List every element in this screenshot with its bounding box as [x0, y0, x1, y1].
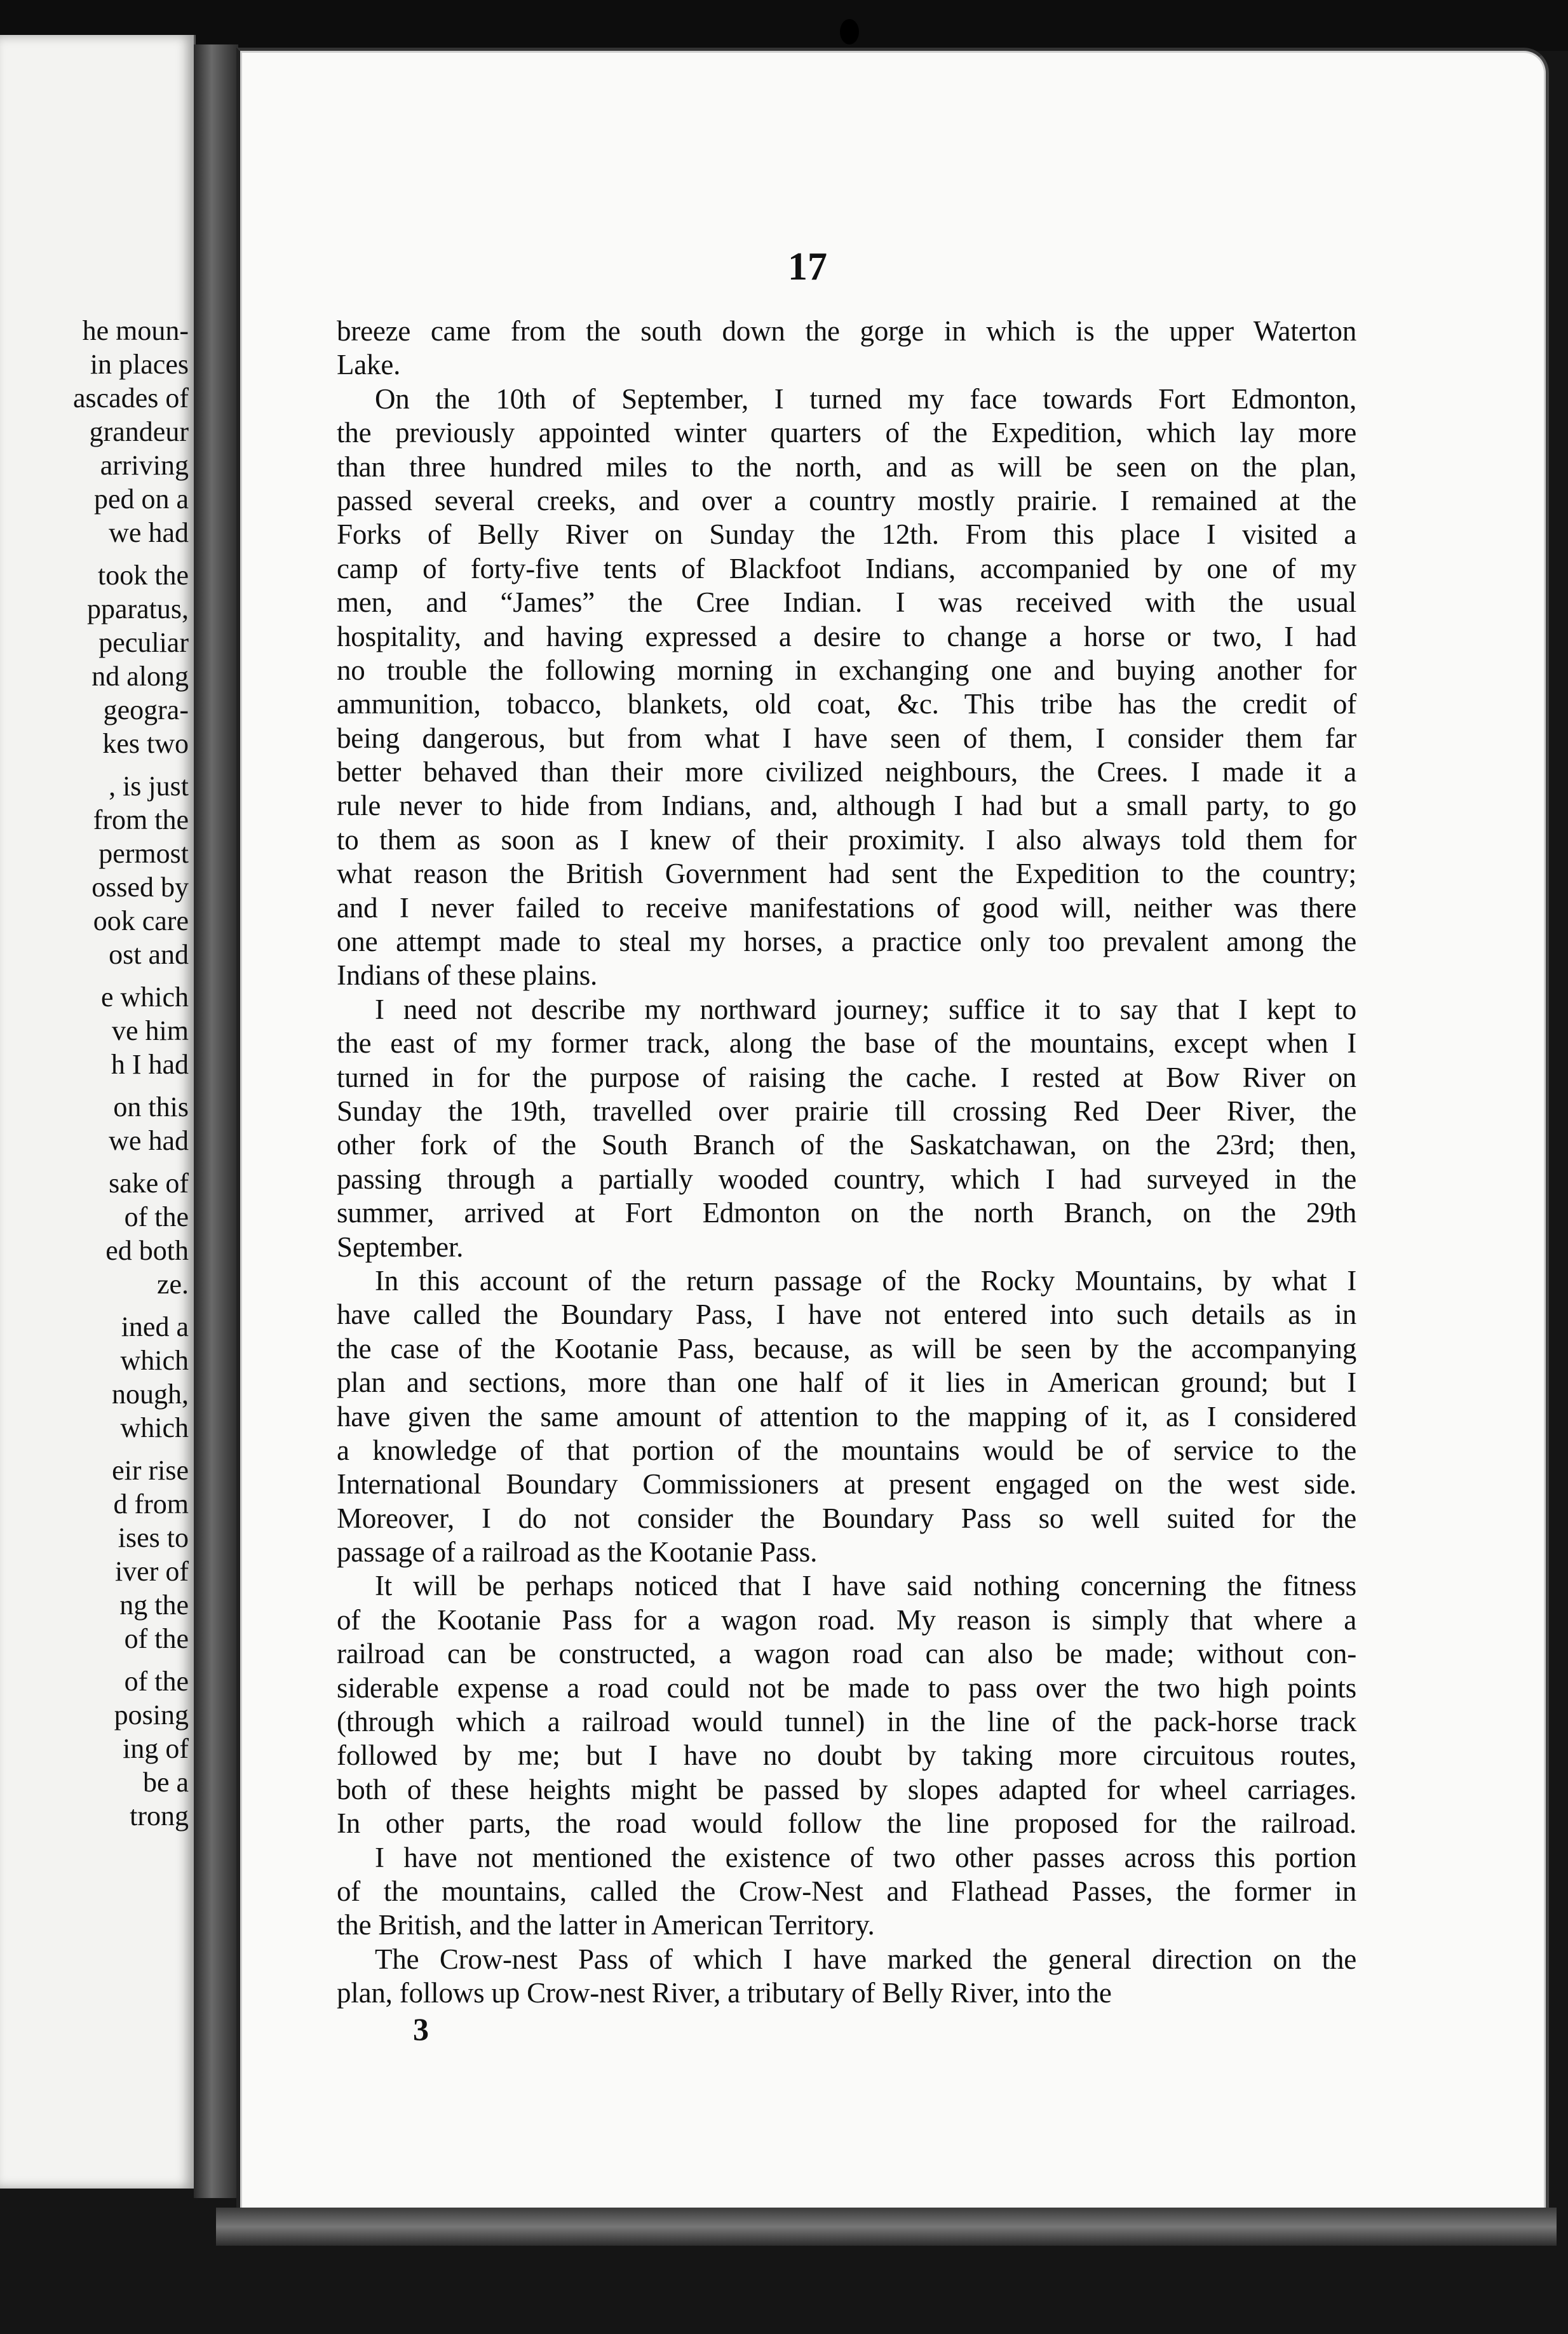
- text-line: (through which a railroad would tunnel) in the line of the pack-horse track: [337, 1706, 1356, 1738]
- facing-page-line: we had: [109, 517, 189, 548]
- page-number: 17: [788, 245, 827, 288]
- facing-page-line: be a: [142, 1767, 189, 1798]
- facing-page-line: h I had: [111, 1049, 189, 1080]
- text-line: Sunday the 19th, travelled over prairie till crossing Red Deer River, the: [337, 1095, 1356, 1127]
- text-line: men, and “James” the Cree Indian. I was received with the usual: [337, 586, 1356, 619]
- text-line: hospitality, and having expressed a desire to change a horse or two, I had: [337, 620, 1356, 652]
- facing-page-line: ook care: [93, 905, 189, 936]
- facing-page-line: iver of: [114, 1556, 189, 1587]
- text-line: Indians of these plains.: [337, 959, 598, 992]
- text-line: being dangerous, but from what I have seen of them, I consider them far: [337, 722, 1356, 754]
- facing-page-line: , is just: [109, 771, 189, 802]
- text-line: the British, and the latter in American Territory.: [337, 1909, 875, 1941]
- text-line: one attempt made to steal my horses, a practice only too prevalent among the: [337, 926, 1356, 958]
- facing-page-line: from the: [93, 804, 189, 835]
- signature-mark: 3: [413, 2011, 429, 2047]
- facing-page-line: e which: [100, 981, 189, 1013]
- binding-mark: [840, 19, 859, 44]
- text-line: plan, follows up Crow-nest River, a tributary of Belly River, into the: [337, 1977, 1112, 2009]
- text-line: I have not mentioned the existence of two other passes across this portion: [375, 1841, 1356, 1873]
- facing-page-line: in places: [90, 349, 189, 380]
- text-line: both of these heights might be passed by slopes adapted for wheel carriages.: [337, 1773, 1356, 1805]
- facing-page-line: which: [120, 1412, 189, 1443]
- text-line: the east of my former track, along the base of the mountains, except when I: [337, 1027, 1356, 1060]
- facing-page-line: ze.: [156, 1269, 189, 1300]
- facing-page-line: trong: [130, 1800, 189, 1831]
- text-line: breeze came from the south down the gorge in which is the upper Waterton: [337, 315, 1356, 347]
- facing-page-line: sake of: [109, 1168, 189, 1199]
- text-line: than three hundred miles to the north, and as will be seen on the plan,: [337, 450, 1356, 483]
- text-line: to them as soon as I knew of their proximity. I also always told them for: [337, 823, 1356, 856]
- text-line: In this account of the return passage of the Rocky Mountains, by what I: [375, 1264, 1356, 1297]
- text-line: plan and sections, more than one half of it lies in American ground; but I: [337, 1366, 1356, 1399]
- facing-page-line: ng the: [119, 1589, 189, 1621]
- text-line: a knowledge of that portion of the mountains would be of service to the: [337, 1434, 1356, 1466]
- facing-page-line: ve him: [112, 1015, 189, 1046]
- facing-page-line: ed both: [105, 1235, 189, 1266]
- facing-page-line: posing: [114, 1699, 189, 1730]
- text-line: followed by me; but I have no doubt by taking more circuitous routes,: [337, 1739, 1356, 1772]
- text-line: turned in for the purpose of raising the cache. I rested at Bow River on: [337, 1061, 1356, 1093]
- scan-border: [0, 0, 1568, 51]
- text-line: Moreover, I do not consider the Boundary Pass so well suited for the: [337, 1502, 1356, 1534]
- facing-page-line: which: [120, 1345, 189, 1376]
- text-line: better behaved than their more civilized neighbours, the Crees. I made it a: [337, 756, 1356, 788]
- text-line: passage of a railroad as the Kootanie Pass.: [337, 1536, 818, 1568]
- text-line: the case of the Kootanie Pass, because, as will be seen by the accompanying: [337, 1332, 1356, 1365]
- text-line: I need not describe my northward journey; suffice it to say that I kept to: [375, 993, 1356, 1025]
- facing-page-line: pparatus,: [86, 593, 189, 624]
- text-line: ammunition, tobacco, blankets, old coat, &c. This tribe has the credit of: [337, 688, 1356, 720]
- facing-page-line: ascades of: [72, 382, 189, 414]
- facing-page-line: kes two: [102, 728, 189, 759]
- text-line: In other parts, the road would follow the line proposed for the railroad.: [337, 1807, 1356, 1840]
- facing-page-fragment: [0, 35, 196, 2189]
- facing-page-line: ossed by: [91, 872, 189, 903]
- facing-page-line: ined a: [121, 1311, 189, 1342]
- facing-page-line: ped on a: [93, 483, 189, 515]
- facing-page-line: nd along: [91, 661, 189, 692]
- facing-page-line: on this: [113, 1091, 189, 1123]
- book-gutter: [194, 44, 238, 2198]
- text-line: railroad can be constructed, a wagon road can also be made; without con-: [337, 1638, 1356, 1670]
- text-line: have called the Boundary Pass, I have not entered into such details as in: [337, 1299, 1356, 1331]
- text-line: of the Kootanie Pass for a wagon road. My reason is simply that where a: [337, 1603, 1356, 1636]
- text-line: Lake.: [337, 349, 401, 381]
- text-line: and I never failed to receive manifestations of good will, neither was there: [337, 891, 1356, 924]
- text-line: International Boundary Commissioners at present engaged on the west side.: [337, 1468, 1356, 1501]
- facing-page-line: arriving: [100, 450, 189, 481]
- facing-page-line: geogra-: [103, 694, 189, 725]
- text-line: rule never to hide from Indians, and, although I had but a small party, to go: [337, 790, 1356, 822]
- text-line: On the 10th of September, I turned my face towards Fort Edmonton,: [375, 382, 1356, 415]
- facing-page-line: of the: [124, 1623, 189, 1654]
- text-line: It will be perhaps noticed that I have said nothing concerning the fitness: [375, 1570, 1356, 1602]
- text-line: September.: [337, 1231, 464, 1263]
- text-line: what reason the British Government had sent the Expedition to the country;: [337, 858, 1356, 890]
- text-line: camp of forty-five tents of Blackfoot Indians, accompanied by one of my: [337, 552, 1356, 584]
- text-line: summer, arrived at Fort Edmonton on the north Branch, on the 29th: [337, 1197, 1356, 1229]
- text-line: siderable expense a road could not be made to pass over the two high points: [337, 1671, 1356, 1704]
- facing-page-line: ing of: [123, 1733, 189, 1764]
- facing-page-line: ises to: [118, 1522, 189, 1553]
- facing-page-line: d from: [113, 1488, 189, 1520]
- body-text: [337, 314, 1356, 2011]
- facing-page-line: grandeur: [89, 416, 189, 447]
- text-line: other fork of the South Branch of the Saskatchawan, on the 23rd; then,: [337, 1129, 1356, 1161]
- facing-page-line: ost and: [109, 939, 189, 970]
- text-line: passed several creeks, and over a country mostly prairie. I remained at the: [337, 484, 1356, 516]
- text-line: The Crow-nest Pass of which I have marked the general direction on the: [375, 1943, 1356, 1975]
- text-line: no trouble the following morning in exchanging one and buying another for: [337, 654, 1356, 686]
- text-line: of the mountains, called the Crow-Nest and Flathead Passes, the former in: [337, 1875, 1356, 1907]
- page-bottom-edge: [216, 2208, 1557, 2246]
- facing-page-line: he moun-: [82, 315, 189, 346]
- text-line: passing through a partially wooded country, which I had surveyed in the: [337, 1163, 1356, 1195]
- facing-page-line: took the: [98, 560, 189, 591]
- facing-page-line: we had: [109, 1125, 189, 1156]
- text-line: Forks of Belly River on Sunday the 12th. From this place I visited a: [337, 518, 1356, 551]
- text-line: have given the same amount of attention to the mapping of it, as I considered: [337, 1400, 1356, 1433]
- facing-page-line: nough,: [112, 1379, 189, 1410]
- facing-page-line: eir rise: [112, 1455, 189, 1486]
- facing-page-line: permost: [98, 838, 189, 869]
- text-line: the previously appointed winter quarters of the Expedition, which lay more: [337, 417, 1356, 449]
- facing-page-line: of the: [124, 1666, 189, 1697]
- facing-page-line: peculiar: [98, 627, 189, 658]
- facing-page-line: of the: [124, 1201, 189, 1232]
